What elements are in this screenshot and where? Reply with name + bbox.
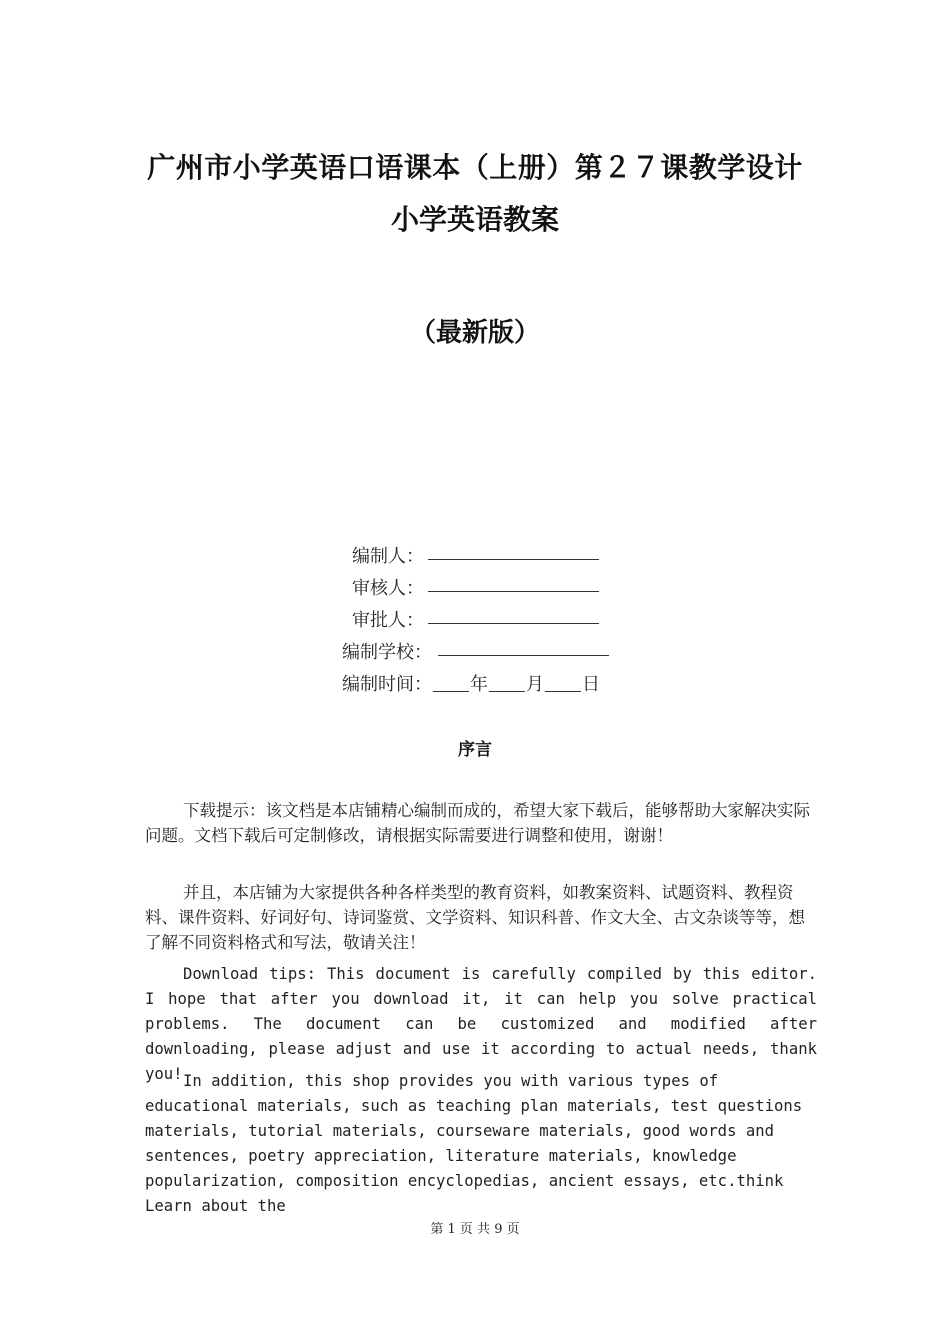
form-row-approver — [0, 602, 950, 634]
date-field — [342, 670, 600, 696]
approver-label: 审批人： — [352, 610, 424, 631]
preface-paragraph-2: 并且，本店铺为大家提供各种各样类型的教育资料，如教案资料、试题资料、教程资料、课件资料、好词好句、诗词鉴赏、文学资料、知识科普、作文大全、古文杂谈等等，想了解不同资料格式和写法，敬请关注！ — [145, 883, 805, 952]
editor-label: 编制人： — [352, 546, 424, 567]
day-blank — [545, 673, 581, 692]
date-label: 编制时间： — [342, 674, 432, 695]
edition-label: （最新版） — [409, 318, 540, 348]
year-blank — [433, 673, 469, 692]
year-label: 年 — [470, 674, 488, 695]
info-form — [0, 538, 950, 698]
preface-paragraph-4: In addition, this shop provides you with various types of educational materials, such as teaching plan materials, test questions materials, tutorial materials, courseware materials, good words and sentences, poetry appreciation, literature materials, knowledge popularization, composition encyclopedias, ancient essays, etc.think Learn about the — [145, 1072, 803, 1215]
page-number-footer: 第 1 页 共 9 页 — [430, 1222, 520, 1237]
school-label: 编制学校： — [342, 642, 432, 663]
document-title: 广州市小学英语口语课本（上册）第２７课教学设计 — [147, 151, 803, 184]
month-label: 月 — [526, 674, 544, 695]
approver-blank-line — [428, 623, 599, 624]
form-row-editor — [0, 538, 950, 570]
editor-blank-line — [428, 559, 599, 560]
month-blank — [489, 673, 525, 692]
form-row-date — [0, 666, 950, 698]
preface-heading: 序言 — [458, 740, 492, 760]
form-row-school — [0, 634, 950, 666]
document-subtitle: 小学英语教案 — [390, 203, 559, 236]
day-label: 日 — [582, 674, 600, 695]
preface-paragraph-3: Download tips: This document is carefully compiled by this editor. I hope that after you download it, it can help you solve practical problems. The document can be customized and modified after downloading, please adjust and use it according to actual needs, thank you! — [145, 965, 817, 1083]
reviewer-label: 审核人： — [352, 578, 424, 599]
form-row-reviewer — [0, 570, 950, 602]
preface-paragraph-1: 下载提示：该文档是本店铺精心编制而成的，希望大家下载后，能够帮助大家解决实际问题。文档下载后可定制修改，请根据实际需要进行调整和使用，谢谢！ — [145, 801, 810, 845]
school-blank-line — [438, 655, 609, 656]
reviewer-blank-line — [428, 591, 599, 592]
